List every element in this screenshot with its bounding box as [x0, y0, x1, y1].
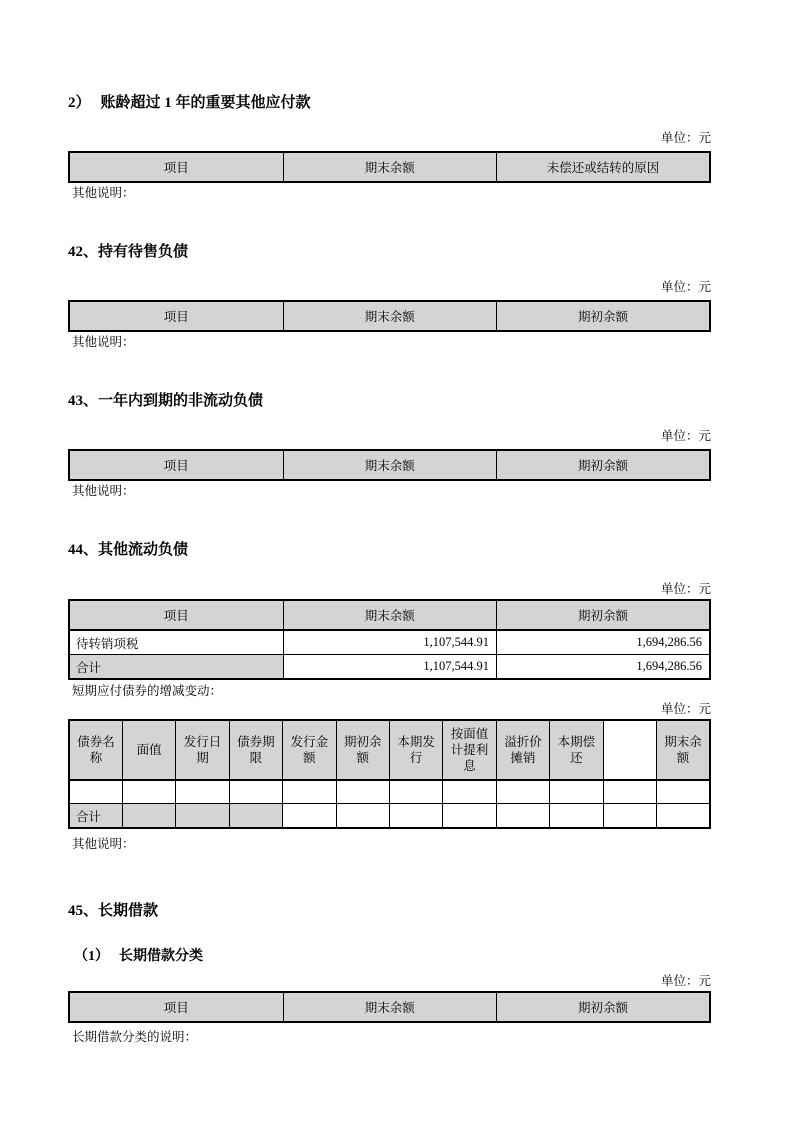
table-header-row	[69, 600, 710, 630]
table-header-row	[69, 450, 710, 480]
held-for-sale-liabilities-table	[68, 300, 711, 332]
table-header-row	[69, 152, 710, 182]
col-header-item: 项目	[69, 152, 283, 182]
section-title: 其他流动负债	[98, 542, 189, 558]
section-title: 持有待售负债	[98, 244, 189, 260]
subsection-number: （1）	[74, 949, 109, 964]
subsection-title: 长期借款分类	[119, 949, 203, 964]
loan-classification-note: 长期借款分类的说明：	[72, 1030, 198, 1044]
section-number: 43、	[68, 393, 99, 409]
other-note: 其他说明：	[72, 186, 135, 200]
unit-label: 单位：元	[660, 582, 711, 596]
unit-label: 单位：元	[660, 429, 711, 443]
bond-movement-note: 短期应付债券的增减变动：	[72, 684, 223, 698]
col-header-opening-balance: 期初余额	[497, 301, 710, 331]
col-header-opening-balance: 期初余额	[497, 992, 710, 1022]
col-header-face-value: 面值	[122, 720, 175, 780]
section-2-heading	[68, 94, 711, 113]
col-header-issued-this-period: 本期发行	[389, 720, 442, 780]
section-45-subheading	[74, 948, 711, 965]
col-header-repaid-this-period: 本期偿还	[550, 720, 603, 780]
table-header-row	[69, 301, 710, 331]
col-header-bond-name: 债券名称	[69, 720, 122, 780]
section-number: 42、	[68, 244, 99, 260]
short-term-bonds-table	[68, 719, 711, 829]
long-term-loans-table	[68, 991, 711, 1023]
other-note: 其他说明：	[72, 837, 135, 851]
col-header-closing-balance: 期末余额	[656, 720, 710, 780]
col-header-item: 项目	[69, 450, 283, 480]
col-header-premium-amortization: 溢折价摊销	[496, 720, 549, 780]
closing-balance-total: 1,107,544.91	[283, 655, 496, 680]
col-header-closing-balance: 期末余额	[283, 992, 496, 1022]
closing-balance-value: 1,107,544.91	[283, 630, 496, 655]
col-header-opening-balance: 期初余额	[497, 450, 710, 480]
section-number: 45、	[68, 903, 99, 919]
opening-balance-total: 1,694,286.56	[497, 655, 710, 680]
unit-label: 单位：元	[660, 974, 711, 988]
col-header-closing-balance: 期末余额	[283, 450, 496, 480]
col-header-closing-balance: 期末余额	[283, 152, 496, 182]
section-number: 2）	[68, 95, 91, 111]
col-header-item: 项目	[69, 301, 283, 331]
table-row	[69, 630, 710, 655]
section-title: 长期借款	[98, 903, 159, 919]
total-row	[69, 804, 710, 829]
other-note: 其他说明：	[72, 335, 135, 349]
col-header-opening-balance: 期初余额	[497, 600, 710, 630]
col-header-opening-balance: 期初余额	[336, 720, 389, 780]
col-header-item: 项目	[69, 992, 283, 1022]
opening-balance-value: 1,694,286.56	[497, 630, 710, 655]
unit-label: 单位：元	[660, 280, 711, 294]
col-header-bond-term: 债券期限	[229, 720, 282, 780]
col-header-interest-at-face: 按面值计提利息	[443, 720, 496, 780]
section-number: 44、	[68, 542, 99, 558]
table-row	[69, 780, 710, 804]
other-note: 其他说明：	[72, 484, 135, 498]
other-current-liabilities-table	[68, 599, 711, 680]
aged-other-payables-table	[68, 151, 711, 183]
unit-label: 单位：元	[660, 131, 711, 145]
unit-label: 单位：元	[660, 702, 711, 716]
section-43-heading	[68, 392, 711, 411]
section-45-heading	[68, 902, 711, 921]
col-header-issue-date: 发行日期	[176, 720, 229, 780]
col-header-closing-balance: 期末余额	[283, 600, 496, 630]
table-header-row	[69, 992, 710, 1022]
col-header-issue-amount: 发行金额	[283, 720, 336, 780]
total-label: 合计	[69, 655, 283, 680]
section-title: 一年内到期的非流动负债	[98, 393, 264, 409]
col-header-blank	[603, 720, 656, 780]
section-42-heading	[68, 243, 711, 262]
total-row	[69, 655, 710, 680]
row-item-label: 待转销项税	[69, 630, 283, 655]
total-label: 合计	[69, 804, 122, 829]
col-header-reason: 未偿还或结转的原因	[497, 152, 710, 182]
table-header-row	[69, 720, 710, 780]
section-title: 账龄超过 1 年的重要其他应付款	[100, 95, 311, 111]
section-44-heading	[68, 541, 711, 560]
noncurrent-liabilities-due-table	[68, 449, 711, 481]
col-header-closing-balance: 期末余额	[283, 301, 496, 331]
col-header-item: 项目	[69, 600, 283, 630]
